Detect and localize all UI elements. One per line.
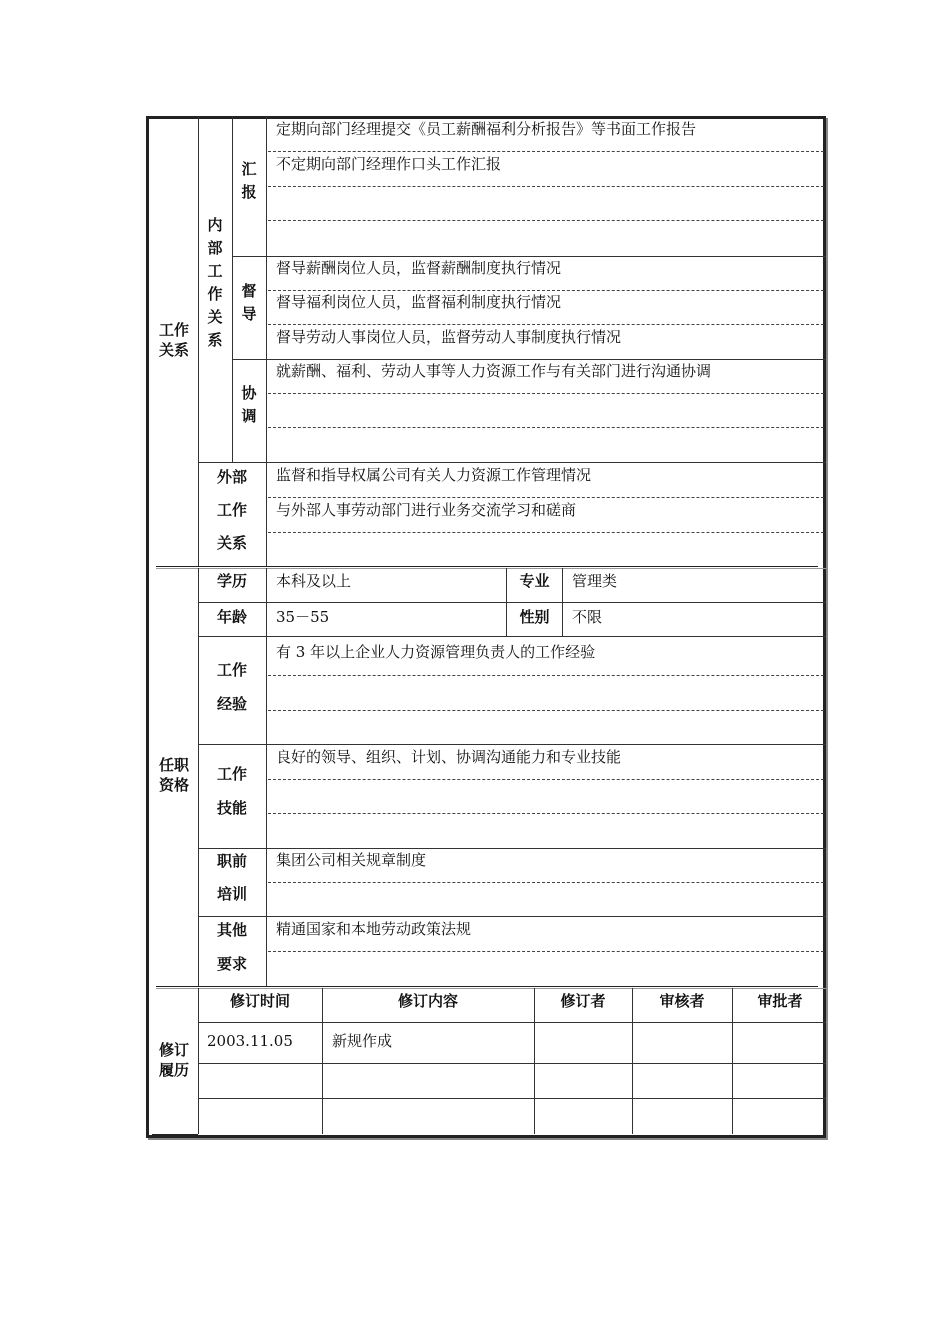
report-item-2: 不定期向部门经理作口头工作汇报 — [276, 155, 502, 173]
revision-header-time: 修订时间 — [229, 992, 290, 1010]
report-label: 汇报 — [241, 160, 257, 201]
supervise-label: 督导 — [241, 282, 257, 323]
training-label-1: 职前 — [216, 852, 247, 870]
gender-label: 性别 — [519, 608, 550, 626]
other-value: 精通国家和本地劳动政策法规 — [276, 920, 472, 938]
revision-header-reviser: 修订者 — [560, 992, 606, 1010]
training-label-2: 培训 — [216, 885, 247, 903]
major-label: 专业 — [519, 572, 550, 590]
section-label-revision: 修订履历 — [158, 1041, 189, 1079]
other-label-2: 要求 — [216, 955, 247, 973]
coordinate-item-1: 就薪酬、福利、劳动人事等人力资源工作与有关部门进行沟通协调 — [276, 362, 712, 380]
external-relations-label-1: 外部 — [216, 468, 247, 486]
external-relations-label-3: 关系 — [216, 534, 247, 552]
experience-value: 有 3 年以上企业人力资源管理负责人的工作经验 — [276, 643, 596, 661]
supervise-item-3: 督导劳动人事岗位人员，监督劳动人事制度执行情况 — [276, 328, 622, 346]
other-label-1: 其他 — [216, 921, 247, 939]
section-label-work-relations: 工作关系 — [158, 321, 189, 359]
skills-value: 良好的领导、组织、计划、协调沟通能力和专业技能 — [276, 748, 622, 766]
section-label-qualifications: 任职资格 — [158, 756, 189, 794]
major-value: 管理类 — [572, 572, 618, 590]
supervise-item-2: 督导福利岗位人员，监督福利制度执行情况 — [276, 293, 562, 311]
revision-row-1-content: 新规作成 — [332, 1032, 393, 1050]
age-value: 35－55 — [276, 608, 330, 626]
skills-label-2: 技能 — [216, 799, 247, 817]
coordinate-label: 协调 — [241, 384, 257, 425]
external-relations-label-2: 工作 — [216, 501, 247, 519]
experience-label-1: 工作 — [216, 661, 247, 679]
revision-header-content: 修订内容 — [397, 992, 458, 1010]
age-label: 年龄 — [216, 608, 247, 626]
gender-value: 不限 — [572, 608, 603, 626]
report-item-1: 定期向部门经理提交《员工薪酬福利分析报告》等书面工作报告 — [276, 120, 697, 138]
education-value: 本科及以上 — [276, 572, 352, 590]
external-item-1: 监督和指导权属公司有关人力资源工作管理情况 — [276, 466, 592, 484]
supervise-item-1: 督导薪酬岗位人员，监督薪酬制度执行情况 — [276, 259, 562, 277]
revision-row-1-time: 2003.11.05 — [207, 1032, 293, 1050]
revision-header-checker: 审核者 — [659, 992, 705, 1010]
internal-relations-label: 内部工作关系 — [207, 216, 223, 349]
experience-label-2: 经验 — [216, 695, 247, 713]
training-value: 集团公司相关规章制度 — [276, 851, 427, 869]
education-label: 学历 — [216, 572, 247, 590]
revision-header-approver: 审批者 — [757, 992, 803, 1010]
skills-label-1: 工作 — [216, 765, 247, 783]
external-item-2: 与外部人事劳动部门进行业务交流学习和磋商 — [276, 501, 577, 519]
